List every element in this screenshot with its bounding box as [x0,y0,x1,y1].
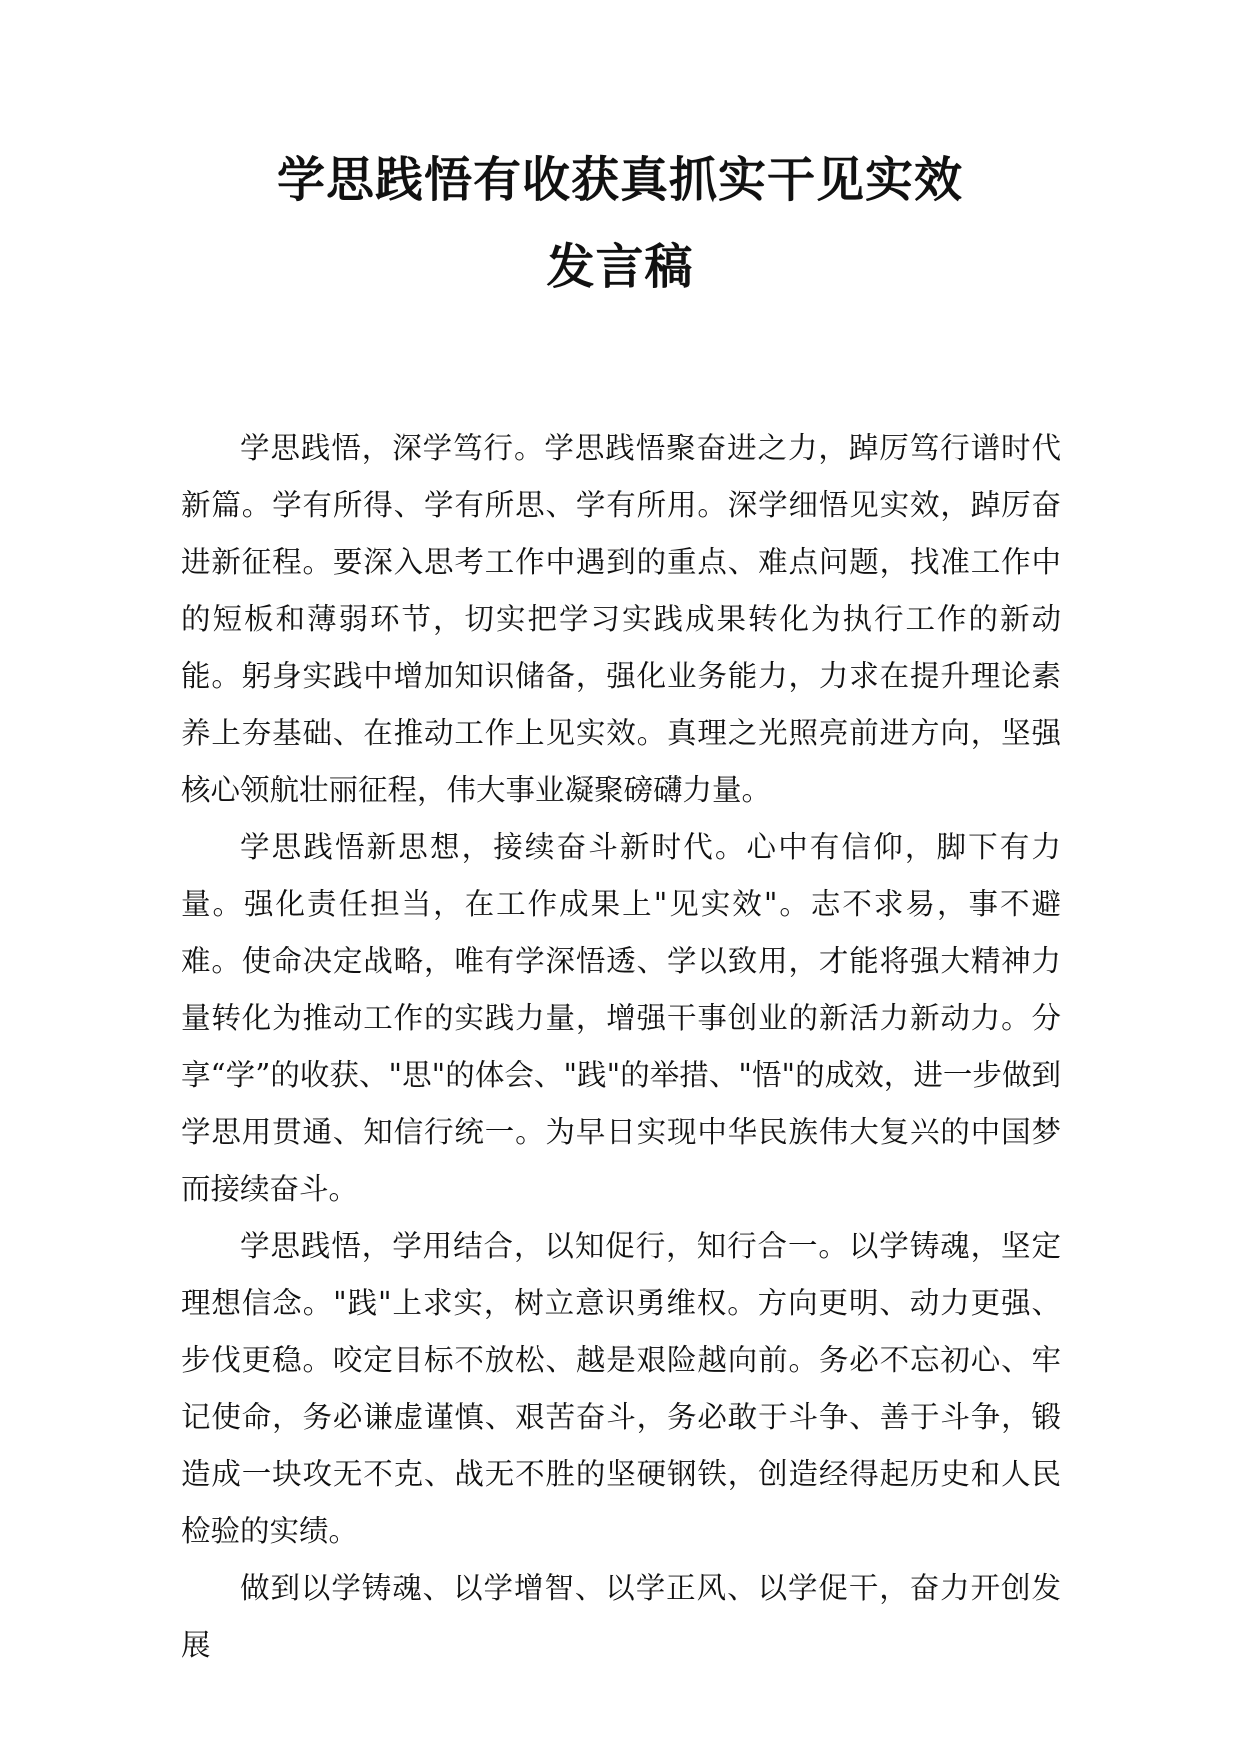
paragraph-4: 做到以学铸魂、以学增智、以学正风、以学促干，奋力开创发展 [181,1571,1061,1662]
paragraph-3: 学思践悟，学用结合，以知促行，知行合一。以学铸魂，坚定理想信念。"践"上求实，树立意识勇维权。方向更明、动力更强、步伐更稳。咬定目标不放松、越是艰险越向前。务必不忘初心、牢记使命，务必谦虚谨慎、艰苦奋斗，务必敢于斗争、善于斗争，锻造成一块攻无不克、战无不胜的坚硬钢铁，创造经得起历史和人民检验的实绩。 [181,1229,1061,1548]
document-subtitle: 发言稿 [546,239,694,295]
document-body [181,420,1061,1674]
paragraph-2: 学思践悟新思想，接续奋斗新时代。心中有信仰，脚下有力量。强化责任担当，在工作成果上"见实效"。志不求易，事不避难。使命决定战略，唯有学深悟透、学以致用，才能将强大精神力量转化为推动工作的实践力量，增强干事创业的新活力新动力。分享“学”的收获、"思"的体会、"践"的举措、"悟"的成效，进一步做到学思用贯通、知信行统一。为早日实现中华民族伟大复兴的中国梦而接续奋斗。 [181,830,1061,1206]
paragraph-1: 学思践悟，深学笃行。学思践悟聚奋进之力，踔厉笃行谱时代新篇。学有所得、学有所思、学有所用。深学细悟见实效，踔厉奋进新征程。要深入思考工作中遇到的重点、难点问题，找准工作中的短板和薄弱环节，切实把学习实践成果转化为执行工作的新动能。躬身实践中增加知识储备，强化业务能力，力求在提升理论素养上夯基础、在推动工作上见实效。真理之光照亮前进方向，坚强核心领航壮丽征程，伟大事业凝聚磅礴力量。 [181,431,1061,807]
document-title: 学思践悟有收获真抓实干见实效 [276,152,963,208]
